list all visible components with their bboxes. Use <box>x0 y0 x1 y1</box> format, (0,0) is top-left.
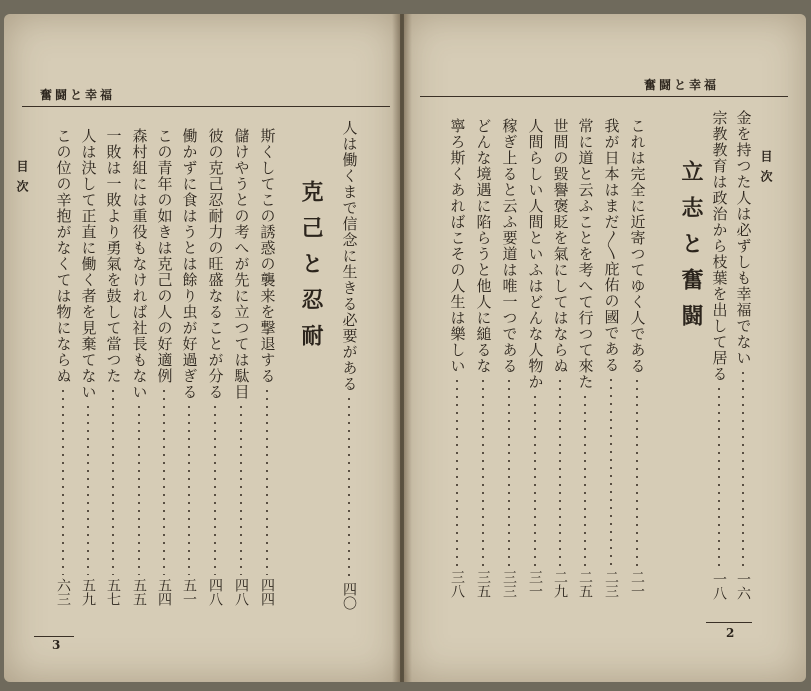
toc-entry-title: 宗教教育は政治から枝葉を出して居る <box>710 110 729 382</box>
right-side-label: 目次 <box>759 150 773 190</box>
toc-entry <box>155 128 173 606</box>
toc-entry-page: 二一 <box>629 570 645 598</box>
toc-entry-title: 稼ぎ上ると云ふ要道は唯一つである <box>500 118 519 374</box>
toc-entry-page: 一八 <box>711 572 727 600</box>
toc-entry-title: 森村組には重役もなければ社長もない <box>130 128 149 400</box>
dot-leader <box>508 377 510 567</box>
toc-entry-title: 働かずに食はうとは餘り虫が好過ぎる <box>180 128 199 400</box>
toc-entry-page: 五四 <box>156 578 172 606</box>
toc-entry-page: 三五 <box>475 570 491 598</box>
dot-leader <box>214 403 216 575</box>
toc-entry <box>104 128 122 606</box>
right-header-rule <box>420 96 788 97</box>
toc-entry-page: 二九 <box>552 570 568 598</box>
dot-leader <box>584 393 586 567</box>
toc-entry-title: 儲けやうとの考へが先に立つては駄目 <box>232 128 251 400</box>
dot-leader <box>163 387 165 575</box>
toc-entry-title: これは完全に近寄つてゆく人である <box>628 118 647 374</box>
toc-entry <box>474 118 492 598</box>
toc-entry <box>551 118 569 598</box>
toc-entry <box>206 128 224 606</box>
left-header-rule <box>22 106 390 107</box>
toc-entry-page: 五五 <box>131 578 147 606</box>
left-running-head: 奮闘と幸福 <box>40 88 116 102</box>
toc-entry-title: 金を持つた人は必ずしも幸福でない <box>734 110 753 366</box>
toc-entry-page: 三八 <box>449 570 465 598</box>
toc-entry-title: 人は働くまで信念に生きる必要がある <box>340 120 359 392</box>
toc-entry-title: 斯くしてこの誘惑の襲来を撃退する <box>258 128 277 384</box>
toc-entry <box>628 118 646 598</box>
toc-entry <box>180 128 198 606</box>
dot-leader <box>112 387 114 575</box>
dot-leader <box>188 403 190 575</box>
right-section-heading: 立志と奮闘 <box>678 160 704 340</box>
toc-entry <box>79 128 97 606</box>
left-side-label: 目次 <box>15 160 29 200</box>
toc-entry-title: 人は決して正直に働く者を見棄てない <box>79 128 98 400</box>
toc-entry-page: 三三 <box>501 570 517 598</box>
toc-entry-title: どんな境遇に陷らうと他人に縋るな <box>474 118 493 374</box>
dot-leader <box>610 376 612 567</box>
dot-leader <box>138 403 140 575</box>
toc-entry-title: 寧ろ斯くあればこその人生は樂しい <box>448 118 467 374</box>
book-gutter <box>392 14 412 682</box>
dot-leader <box>87 403 89 575</box>
dot-leader <box>456 377 458 567</box>
left-section-heading: 克己と忍耐 <box>298 180 324 360</box>
right-running-head: 奮闘と幸福 <box>644 78 720 92</box>
toc-entry-title: この青年の如きは克己の人の好適例 <box>155 128 174 384</box>
dot-leader <box>559 377 561 567</box>
toc-entry <box>576 118 594 598</box>
toc-entry-title: 我が日本はまだ〳〵庇佑の國である <box>602 118 621 373</box>
toc-entry-page: 六三 <box>55 578 71 606</box>
toc-entry <box>232 128 250 606</box>
left-footer-rule <box>34 636 74 637</box>
toc-entry-page: 四八 <box>207 578 223 606</box>
toc-entry <box>130 128 148 606</box>
dot-leader <box>348 395 350 579</box>
toc-entry-title: 一敗は一敗より勇氣を鼓して當つた <box>104 128 123 384</box>
toc-entry-page: 四八 <box>233 578 249 606</box>
dot-leader <box>718 385 720 569</box>
dot-leader <box>636 377 638 567</box>
dot-leader <box>482 377 484 567</box>
toc-entry-page: 四〇 <box>341 582 357 610</box>
toc-entry-page: 五一 <box>181 578 197 606</box>
right-footer-rule <box>706 622 752 623</box>
toc-entry-page: 五九 <box>80 578 96 606</box>
toc-entry <box>734 110 752 600</box>
toc-entry <box>448 118 466 598</box>
toc-entry-title: 世間の毀譽褒貶を氣にしてはならぬ <box>551 118 570 374</box>
dot-leader <box>62 387 64 575</box>
toc-entry <box>54 128 72 606</box>
toc-entry <box>602 118 620 598</box>
toc-entry <box>500 118 518 598</box>
right-page-number: 2 <box>726 626 735 640</box>
toc-entry-title: 常に道と云ふことを考へて行つて來た <box>576 118 595 390</box>
toc-entry-page: 四四 <box>259 578 275 606</box>
dot-leader <box>240 403 242 575</box>
left-page-number: 3 <box>52 638 61 652</box>
dot-leader <box>742 369 744 569</box>
toc-entry <box>526 118 544 598</box>
toc-entry-page: 三一 <box>527 570 543 598</box>
toc-entry <box>340 120 358 610</box>
dot-leader <box>266 387 268 575</box>
toc-entry-page: 五七 <box>105 578 121 606</box>
dot-leader <box>534 393 536 567</box>
toc-entry-page: 一六 <box>735 572 751 600</box>
toc-entry-title: 彼の克己忍耐力の旺盛なることが分る <box>206 128 225 400</box>
toc-entry <box>710 110 728 600</box>
toc-entry-page: 二三 <box>603 570 619 598</box>
toc-entry <box>258 128 276 606</box>
toc-entry-title: 人間らしい人間といふはどんな人物か <box>526 118 545 390</box>
toc-entry-page: 二五 <box>577 570 593 598</box>
toc-entry-title: この位の辛抱がなくては物にならぬ <box>54 128 73 384</box>
